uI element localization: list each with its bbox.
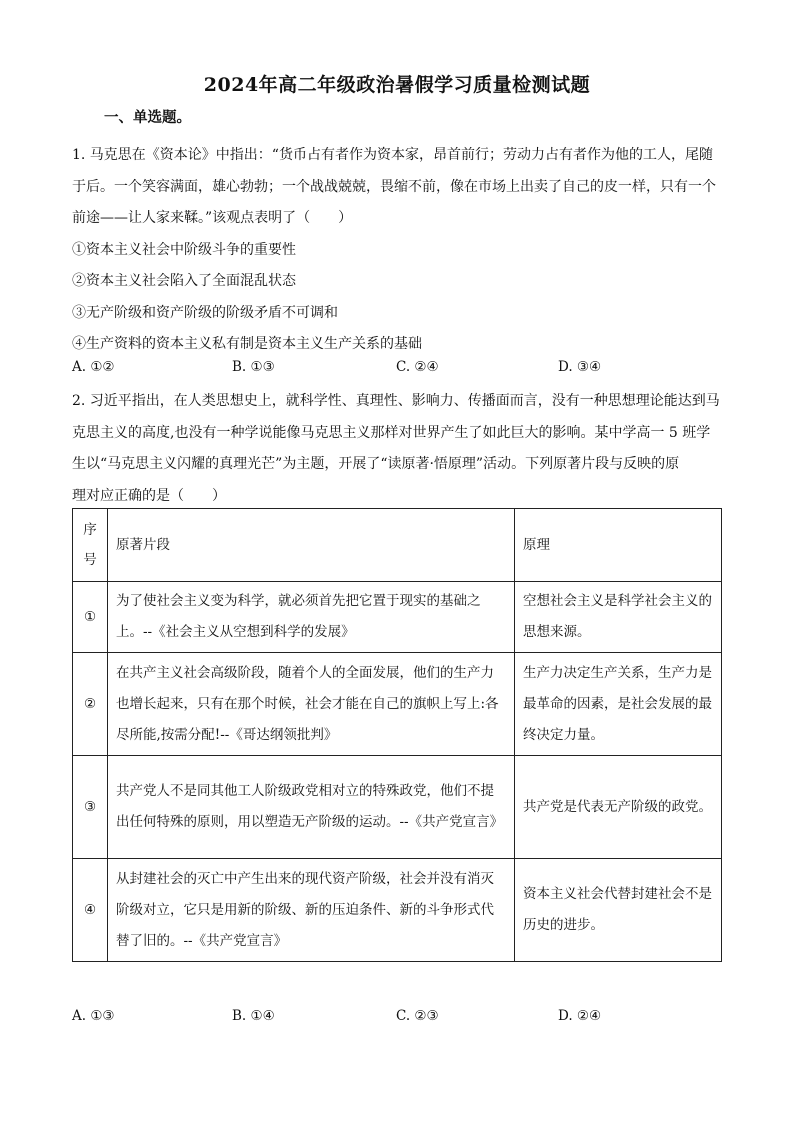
option-c[interactable]: C. ②④: [396, 359, 439, 375]
row-number: ②: [73, 653, 108, 756]
header-number-bottom: 号: [83, 552, 97, 568]
question-2-options: [72, 1008, 722, 1028]
question-1-stem-line: 于后。一个笑容满面，雄心勃勃；一个战战兢兢，畏缩不前，像在市场上出卖了自己的皮一样，只有一个: [72, 178, 716, 195]
question-1-statement: ②资本主义社会陷入了全面混乱状态: [72, 273, 296, 289]
row-number: ③: [73, 756, 108, 859]
row-excerpt: 共产党人不是同其他工人阶级政党相对立的特殊政党，他们不提出任何特殊的原则，用以塑造无产阶级的运动。--《共产党宣言》: [108, 756, 515, 859]
row-excerpt: 从封建社会的灭亡中产生出来的现代资产阶级，社会并没有消灭阶级对立，它只是用新的阶级、新的压迫条件、新的斗争形式代替了旧的。--《共产党宣言》: [108, 859, 515, 962]
table-row: [73, 756, 722, 859]
header-principle: 原理: [515, 509, 722, 582]
question-1-stem-line: 前途——让人家来鞣。”该观点表明了（ ）: [72, 210, 353, 226]
row-number: ④: [73, 859, 108, 962]
table-row: [73, 653, 722, 756]
table-row: [73, 582, 722, 653]
option-a[interactable]: A. ①③: [72, 1008, 115, 1024]
question-1-statement: ④生产资料的资本主义私有制是资本主义生产关系的基础: [72, 336, 422, 352]
table-row: [73, 859, 722, 962]
question-1-stem-line: 1. 马克思在《资本论》中指出：“货币占有者作为资本家，昂首前行；劳动力占有者作为他的工人，尾随: [72, 147, 713, 163]
question-2-stem-line: 理对应正确的是（ ）: [72, 487, 226, 504]
question-2: [72, 386, 722, 512]
question-1-statement: ③无产阶级和资产阶级的阶级矛盾不可调和: [72, 304, 338, 321]
question-1-options: [72, 359, 722, 379]
option-c[interactable]: C. ②③: [396, 1008, 439, 1024]
principle-table: [72, 508, 722, 962]
question-2-stem-line: 生以“马克思主义闪耀的真理光芒”为主题，开展了“读原著·悟原理”活动。下列原著片段与反映的原: [72, 456, 680, 472]
question-1: [72, 140, 722, 361]
row-number: ①: [73, 582, 108, 653]
row-principle: 生产力决定生产关系，生产力是最革命的因素，是社会发展的最终决定力量。: [515, 653, 722, 756]
row-principle: 资本主义社会代替封建社会不是历史的进步。: [515, 859, 722, 962]
option-d[interactable]: D. ②④: [558, 1008, 602, 1024]
row-excerpt: 为了使社会主义变为科学，就必须首先把它置于现实的基础之上。--《社会主义从空想到科学的发展》: [108, 582, 515, 653]
option-b[interactable]: B. ①③: [232, 359, 275, 375]
header-number-top: 序: [83, 522, 97, 538]
section-heading: 一、单选题。: [104, 109, 191, 126]
row-principle: 空想社会主义是科学社会主义的思想来源。: [515, 582, 722, 653]
page-title: 2024年高二年级政治暑假学习质量检测试题: [203, 74, 591, 96]
option-d[interactable]: D. ③④: [558, 359, 602, 375]
header-number: [73, 509, 108, 582]
option-b[interactable]: B. ①④: [232, 1008, 275, 1024]
question-2-stem-line: 克思主义的高度,也没有一种学说能像马克思主义那样对世界产生了如此巨大的影响。某中学高一 5 班学: [72, 424, 711, 441]
option-a[interactable]: A. ①②: [72, 359, 115, 375]
question-1-statement: ①资本主义社会中阶级斗争的重要性: [72, 241, 296, 258]
header-excerpt: 原著片段: [108, 509, 515, 582]
table-header-row: [73, 509, 722, 582]
row-principle: 共产党是代表无产阶级的政党。: [515, 756, 722, 859]
question-2-stem-line: 2. 习近平指出，在人类思想史上，就科学性、真理性、影响力、传播面而言，没有一种思想理论能达到马: [72, 393, 720, 409]
row-excerpt: 在共产主义社会高级阶段，随着个人的全面发展，他们的生产力也增长起来，只有在那个时候，社会才能在自己的旗帜上写上:各尽所能,按需分配!--《哥达纲领批判》: [108, 653, 515, 756]
